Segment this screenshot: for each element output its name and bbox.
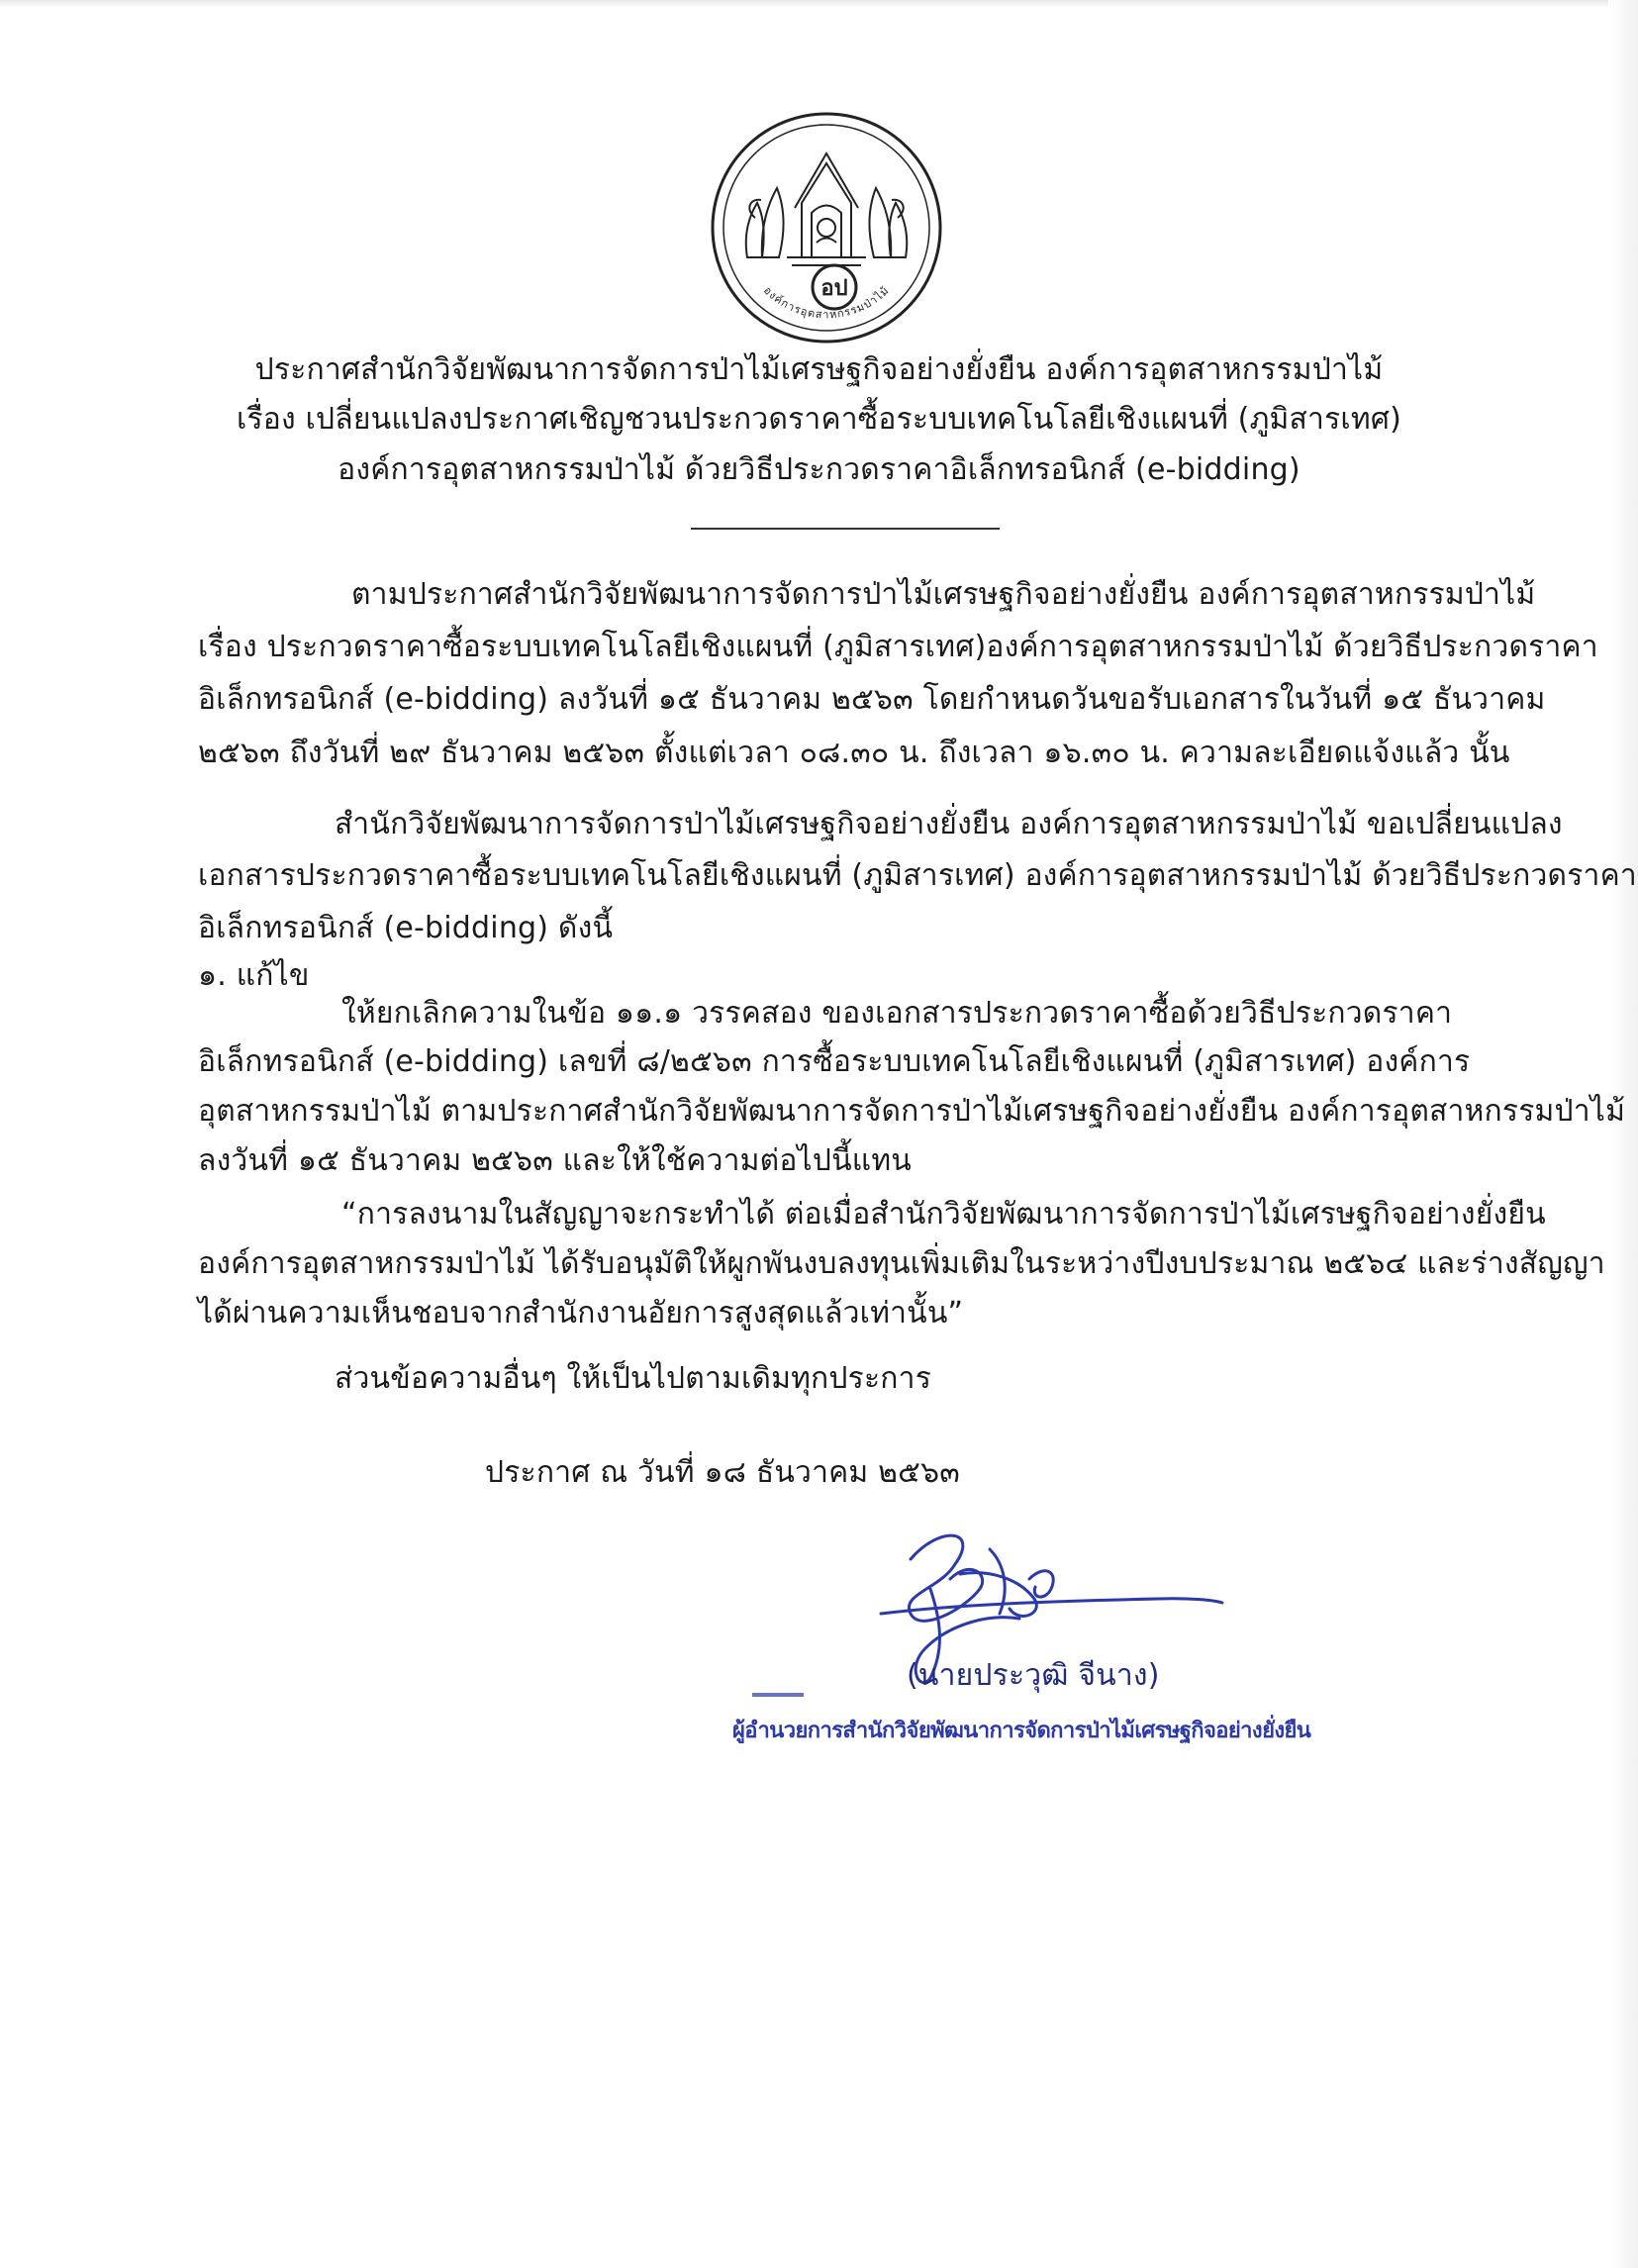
paragraph-3-line-1: ให้ยกเลิกความในข้อ ๑๑.๑ วรรคสอง ของเอกสารประกวดราคาซื้อด้วยวิธีประกวดราคา [341,996,1453,1031]
quote-line-1: “การลงนามในสัญญาจะกระทำได้ ต่อเมื่อสำนักวิจัยพัฒนาการจัดการป่าไม้เศรษฐกิจอย่างยั่งยืน [341,1197,1546,1232]
signatory-title: ผู้อำนวยการสำนักวิจัยพัฒนาการจัดการป่าไม้เศรษฐกิจอย่างยั่งยืน [732,1719,1311,1743]
scan-top-edge [0,0,1638,8]
item-1-heading: ๑. แก้ไข [198,958,310,993]
header-line-2: เรื่อง เปลี่ยนแปลงประกาศเชิญชวนประกวดราคาซื้อระบบเทคโนโลยีเชิงแผนที่ (ภูมิสารเทศ) [237,402,1401,437]
svg-text:องค์การอุตสาหกรรมป่าไม้: องค์การอุตสาหกรรมป่าไม้ [760,283,893,322]
header-divider [691,528,1000,530]
signatory-name: (นายประวุฒิ จีนาง) [907,1658,1160,1693]
paragraph-1-line-3: อิเล็กทรอนิกส์ (e-bidding) ลงวันที่ ๑๕ ธันวาคม ๒๕๖๓ โดยกำหนดวันขอรับเอกสารในวันที่ ๑๕ ธันวาคม [198,682,1546,717]
paragraph-2-line-1: สำนักวิจัยพัฒนาการจัดการป่าไม้เศรษฐกิจอย่างยั่งยืน องค์การอุตสาหกรรมป่าไม้ ขอเปลี่ยนแปลง [335,807,1563,841]
closing-statement: ส่วนข้อความอื่นๆ ให้เป็นไปตามเดิมทุกประการ [335,1361,932,1396]
paragraph-1-line-2: เรื่อง ประกวดราคาซื้อระบบเทคโนโลยีเชิงแผนที่ (ภูมิสารเทศ)องค์การอุตสาหกรรมป่าไม้ ด้วยวิธีประกวดราคา [198,630,1598,664]
quote-line-3: ได้ผ่านความเห็นชอบจากสำนักงานอัยการสูงสุดแล้วเท่านั้น” [198,1296,964,1331]
quote-line-2: องค์การอุตสาหกรรมป่าไม้ ได้รับอนุมัติให้ผูกพันงบลงทุนเพิ่มเติมในระหว่างปีงบประมาณ ๒๕๖๔ และร่างสัญญา [198,1246,1605,1281]
header-line-3: องค์การอุตสาหกรรมป่าไม้ ด้วยวิธีประกวดราคาอิเล็กทรอนิกส์ (e-bidding) [337,452,1301,487]
paragraph-1-line-4: ๒๕๖๓ ถึงวันที่ ๒๙ ธันวาคม ๒๕๖๓ ตั้งแต่เวลา ๐๘.๓๐ น. ถึงเวลา ๑๖.๓๐ น. ความละเอียดแจ้งแล้ว นั้น [198,736,1510,770]
paragraph-3-line-3: อุตสาหกรรมป่าไม้ ตามประกาศสำนักวิจัยพัฒนาการจัดการป่าไม้เศรษฐกิจอย่างยั่งยืน องค์การอุตสาหกรรมป่าไม้ [198,1094,1626,1129]
announcement-date: ประกาศ ณ วันที่ ๑๘ ธันวาคม ๒๕๖๓ [485,1455,960,1490]
svg-text:อป: อป [820,276,848,301]
signature-underline-mark [752,1693,804,1697]
paragraph-2-line-3: อิเล็กทรอนิกส์ (e-bidding) ดังนี้ [198,911,614,945]
paragraph-1-line-1: ตามประกาศสำนักวิจัยพัฒนาการจัดการป่าไม้เศรษฐกิจอย่างยั่งยืน องค์การอุตสาหกรรมป่าไม้ [351,577,1536,612]
header-line-1: ประกาศสำนักวิจัยพัฒนาการจัดการป่าไม้เศรษฐกิจอย่างยั่งยืน องค์การอุตสาหกรรมป่าไม้ [254,352,1384,387]
paragraph-3-line-2: อิเล็กทรอนิกส์ (e-bidding) เลขที่ ๘/๒๕๖๓ การซื้อระบบเทคโนโลยีเชิงแผนที่ (ภูมิสารเทศ) องค์การ [198,1044,1471,1079]
scan-right-edge [1608,0,1638,2268]
paragraph-2-line-2: เอกสารประกวดราคาซื้อระบบเทคโนโลยีเชิงแผนที่ (ภูมิสารเทศ) องค์การอุตสาหกรรมป่าไม้ ด้วยวิธีประกวดราคา [198,858,1637,893]
paragraph-3-line-4: ลงวันที่ ๑๕ ธันวาคม ๒๕๖๓ และให้ใช้ความต่อไปนี้แทน [198,1143,912,1178]
royal-seal-emblem-icon [708,109,945,346]
